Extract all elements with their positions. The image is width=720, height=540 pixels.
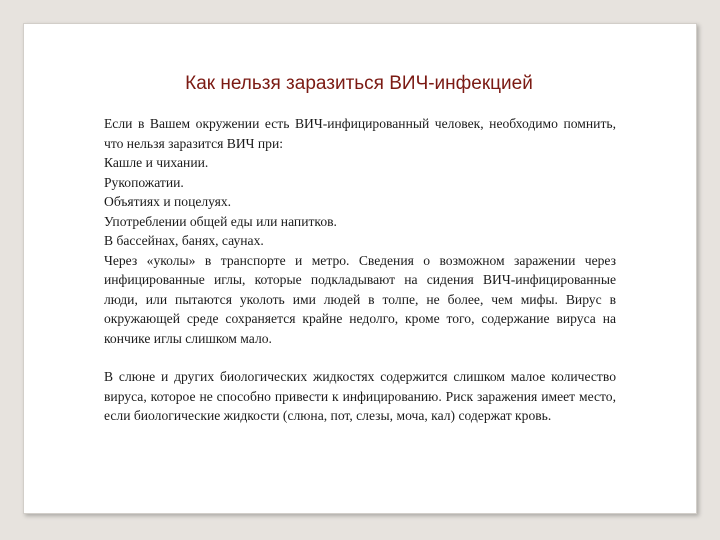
list-item: В бассейнах, банях, саунах. <box>104 233 264 248</box>
list-item: Употреблении общей еды или напитков. <box>104 213 337 229</box>
slide-body <box>104 114 616 426</box>
list-item: Кашле и чихании. <box>104 155 209 170</box>
list-item: Объятиях и поцелуях. <box>104 194 232 209</box>
slide <box>23 23 697 514</box>
fluids-paragraph: В слюне и других биологических жидкостях содержится слишком малое количество вируса, которое не способно привести к инфицированию. Риск заражения имеет место, если биологические жидкости (слюна, пот, слезы, моча, кал) содержат кровь. <box>104 369 616 423</box>
needles-paragraph: Через «уколы» в транспорте и метро. Сведения о возможном заражении через инфицированные иглы, которые подкладывают на сидения ВИЧ-инфицированные люди, или пытаются уколоть ими людей в толпе, не более, чем мифы. Вирус в окружающей среде сохраняется крайне недолго, кроме того, содержание вируса на кончике иглы слишком мало. <box>104 252 616 346</box>
intro-paragraph: Если в Вашем окружении есть ВИЧ-инфицированный человек, необходимо помнить, что нельзя заразится ВИЧ при: <box>104 116 616 151</box>
list-item: Рукопожатии. <box>104 174 184 190</box>
slide-title: Как нельзя заразиться ВИЧ-инфекцией <box>185 73 533 94</box>
